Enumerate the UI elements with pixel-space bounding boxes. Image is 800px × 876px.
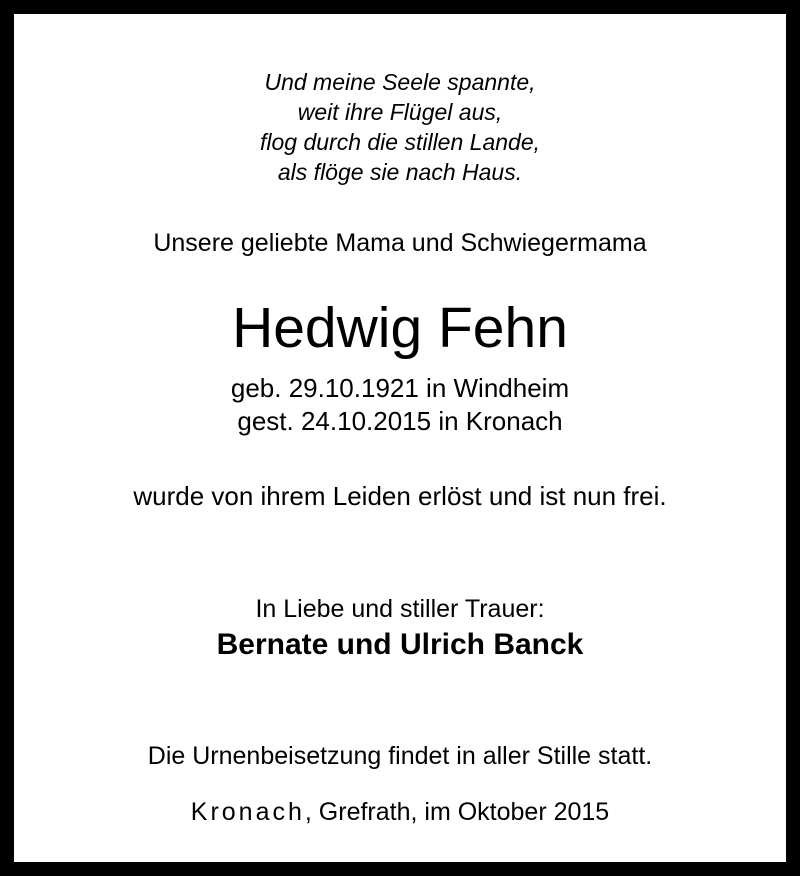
death-date: gest. 24.10.2015 in Kronach	[237, 406, 563, 436]
mourning-intro: In Liebe und stiller Trauer:	[255, 595, 545, 623]
poem-line-4: als flöge sie nach Haus.	[277, 159, 523, 185]
intro-text: Unsere geliebte Mama und Schwiegermama	[153, 229, 647, 257]
place-date-rest: , Grefrath, im Oktober 2015	[304, 798, 610, 826]
place-date	[14, 796, 786, 828]
statement-text: wurde von ihrem Leiden erlöst und ist nun frei.	[133, 481, 667, 511]
birth-date: geb. 29.10.1921 in Windheim	[230, 373, 570, 403]
poem-line-2: weit ihre Flügel aus,	[297, 99, 503, 125]
poem-line-3: flog durch die stillen Lande,	[259, 129, 541, 155]
burial-note: Die Urnenbeisetzung findet in aller Stille statt.	[147, 742, 653, 770]
place-town: Kronach	[190, 798, 305, 826]
deceased-name: Hedwig Fehn	[232, 296, 568, 360]
poem-line-1: Und meine Seele spannte,	[264, 69, 536, 95]
mourner-names: Bernate und Ulrich Banck	[216, 628, 584, 661]
